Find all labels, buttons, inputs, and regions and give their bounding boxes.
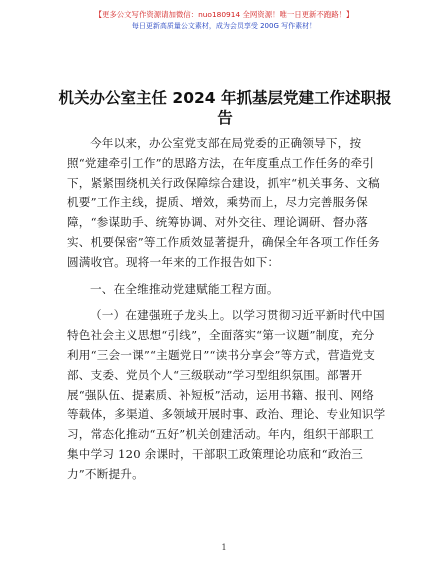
paragraph-line: 集中学习 120 余课时，干部职工政策理论功底和“政治三	[67, 446, 364, 461]
paragraph-line: 等载体，多渠道、多领域开展时事、政治、理论、专业知识学	[67, 407, 386, 422]
document-title	[58, 88, 392, 128]
promo-banner-line-2: 每日更新高质量公文素材，成为会员享受 200G 写作素材！	[131, 22, 317, 30]
paragraph-gap	[67, 273, 387, 280]
title-line-1: 机关办公室主任 2024 年抓基层党建工作述职报	[58, 89, 392, 107]
title-line-2: 告	[217, 109, 233, 127]
paragraph-line: 实、机要保密”等工作质效显著提升，确保全年各项工作任务	[67, 234, 380, 249]
paragraph-line: 展“强队伍、提素质、补短板”活动，运用书籍、报刊、网络	[67, 387, 375, 402]
promo-banner-line-1: 【更多公文写作资源请加微信：nuo180914 全网资源！唯一日更新不跑路！】	[94, 10, 354, 19]
paragraph-line: 障，“参谋助手、统筹协调、对外交往、理论调研、督办落	[67, 215, 368, 230]
paragraph-line: 圆满收官。现将一年来的工作报告如下：	[67, 254, 280, 269]
section-heading: 一、在全维推动党建赋能工程方面。	[90, 281, 279, 296]
page-number: 1	[221, 543, 227, 552]
paragraph-line: （一）在建强班子龙头上。以学习贯彻习近平新时代中国	[90, 308, 385, 323]
paragraph-line: 机要”工作主线，提质、增效，乘势而上，尽力完善服务保	[67, 195, 368, 210]
paragraph-gap	[67, 299, 387, 306]
intro-paragraph	[67, 134, 387, 273]
paragraph-line: 照“党建牵引工作”的思路方法，在年度重点工作任务的牵引	[67, 155, 375, 170]
paragraph-line: 下，紧紧围绕机关行政保障综合建设，抓牢“机关事务、文稿	[67, 175, 380, 190]
section-paragraph	[67, 306, 387, 484]
paragraph-line: 部、支委、党员个人“三级联动”学习型组织氛围。部署开	[67, 367, 363, 382]
paragraph-line: 力”不断提升。	[67, 466, 144, 481]
document-body	[67, 134, 387, 485]
paragraph-line: 习，常态化推动“五好”机关创建活动。年内，组织干部职工	[67, 427, 375, 442]
paragraph-line: 特色社会主义思想“引线”，全面落实“第一议题”制度，充分	[67, 328, 375, 343]
paragraph-line: 利用“三会一课”“主题党日”“读书分享会”等方式，营造党支	[67, 347, 376, 362]
paragraph-line: 今年以来，办公室党支部在局党委的正确领导下，按	[90, 136, 362, 150]
